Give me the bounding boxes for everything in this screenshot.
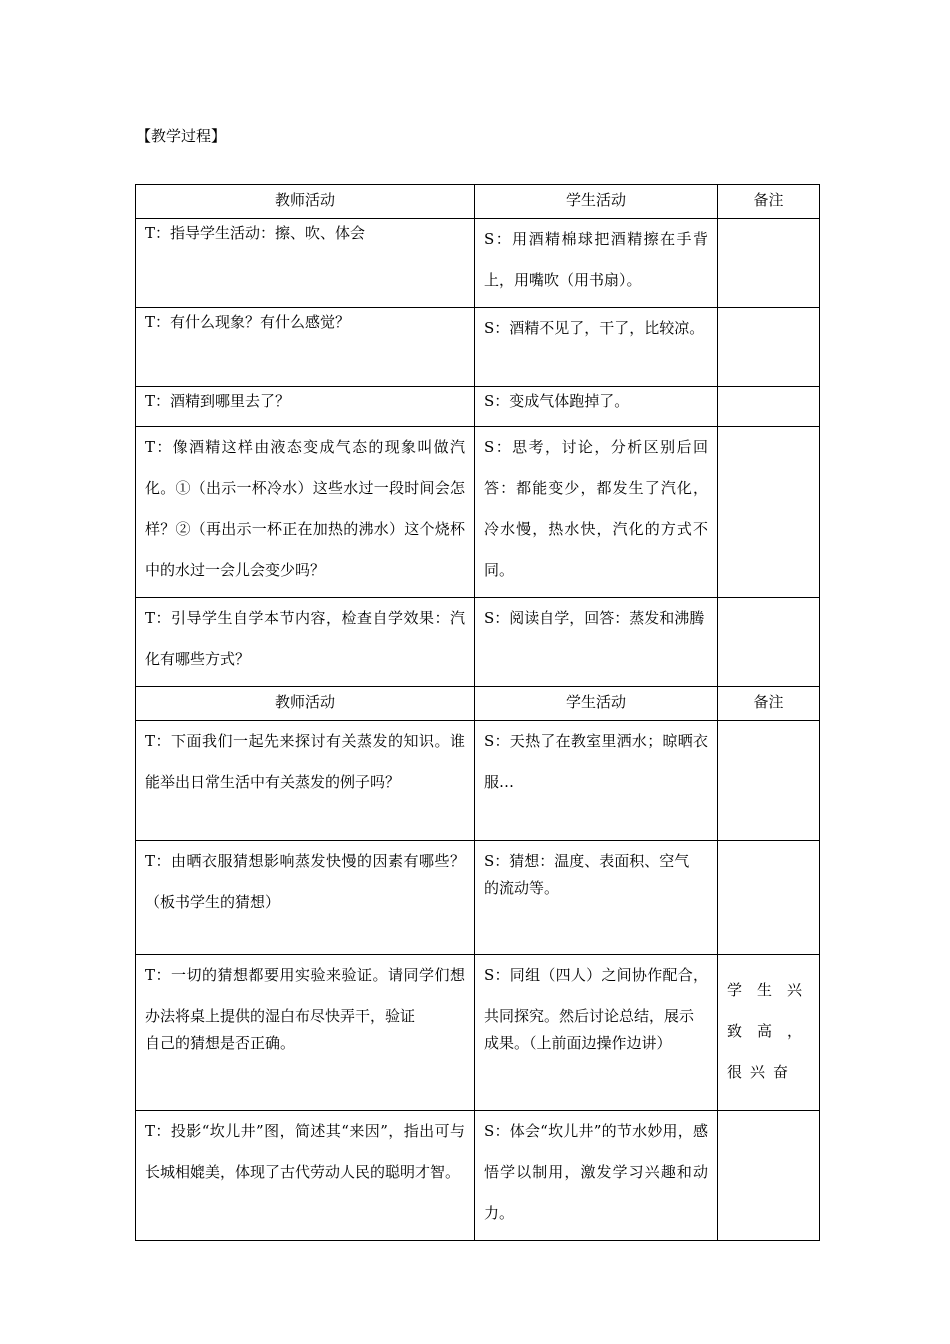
table-row [136, 427, 820, 598]
table-row [136, 598, 820, 687]
student-text-line: S：同组（四人）之间协作配合，共同探究。然后讨论总结，展示 [484, 966, 708, 1025]
table-row [136, 387, 820, 427]
note-cell [718, 841, 820, 955]
note-cell: 学生兴致高，很兴奋 [718, 955, 820, 1111]
table-row [136, 721, 820, 841]
teacher-activity-cell: T：投影“坎儿井”图，简述其“来因”，指出可与长城相媲美，体现了古代劳动人民的聪明才智。 [136, 1111, 475, 1241]
header-student-activity: 学生活动 [475, 185, 718, 219]
student-activity-cell: S：天热了在教室里洒水；晾晒衣服… [475, 721, 718, 841]
table-row [136, 841, 820, 955]
teacher-activity-cell: T：指导学生活动：擦、吹、体会 [136, 219, 475, 308]
student-activity-cell [475, 955, 718, 1111]
teacher-activity-cell [136, 955, 475, 1111]
section-heading: 【教学过程】 [136, 127, 227, 145]
teacher-activity-cell: T：下面我们一起先来探讨有关蒸发的知识。谁能举出日常生活中有关蒸发的例子吗？ [136, 721, 475, 841]
table-row [136, 955, 820, 1111]
student-activity-cell: S：变成气体跑掉了。 [475, 387, 718, 427]
note-cell [718, 308, 820, 387]
note-cell [718, 427, 820, 598]
header-teacher-activity: 教师活动 [136, 185, 475, 219]
teacher-activity-cell: T：像酒精这样由液态变成气态的现象叫做汽化。①（出示一杯冷水）这些水过一段时间会怎样？②（再出示一杯正在加热的沸水）这个烧杯中的水过一会儿会变少吗？ [136, 427, 475, 598]
header-note: 备注 [718, 185, 820, 219]
student-activity-cell: S：体会“坎儿井”的节水妙用，感悟学以制用，激发学习兴趣和动力。 [475, 1111, 718, 1241]
student-activity-cell: S：酒精不见了，干了，比较凉。 [475, 308, 718, 387]
table-header-row [136, 185, 820, 219]
teacher-text-line: T：一切的猜想都要用实验来验证。请同学们想办法将桌上提供的湿白布尽快弄干，验证 [145, 966, 465, 1025]
note-cell [718, 219, 820, 308]
student-activity-cell: S：阅读自学，回答：蒸发和沸腾 [475, 598, 718, 687]
student-text-line: 的流动等。 [484, 879, 560, 897]
note-cell [718, 387, 820, 427]
table-row [136, 308, 820, 387]
note-cell [718, 598, 820, 687]
header-teacher-activity: 教师活动 [136, 687, 475, 721]
teacher-activity-cell: T：有什么现象？有什么感觉？ [136, 308, 475, 387]
teacher-activity-cell: T：引导学生自学本节内容，检查自学效果：汽化有哪些方式？ [136, 598, 475, 687]
student-text-line: 成果。（上前面边操作边讲） [484, 1034, 672, 1052]
student-activity-cell: S：思考，讨论，分析区别后回答：都能变少，都发生了汽化，冷水慢，热水快，汽化的方式不同。 [475, 427, 718, 598]
note-cell [718, 721, 820, 841]
teaching-process-table [135, 184, 820, 1241]
student-text-line: S：猜想：温度、表面积、空气 [484, 852, 690, 870]
teacher-activity-cell: T：酒精到哪里去了？ [136, 387, 475, 427]
table-row [136, 219, 820, 308]
header-student-activity: 学生活动 [475, 687, 718, 721]
teacher-text-line: 自己的猜想是否正确。 [145, 1034, 296, 1052]
note-cell [718, 1111, 820, 1241]
table-header-row [136, 687, 820, 721]
student-activity-cell: S：用酒精棉球把酒精擦在手背上，用嘴吹（用书扇）。 [475, 219, 718, 308]
table-row [136, 1111, 820, 1241]
teacher-activity-cell: T：由晒衣服猜想影响蒸发快慢的因素有哪些？（板书学生的猜想） [136, 841, 475, 955]
student-activity-cell [475, 841, 718, 955]
header-note: 备注 [718, 687, 820, 721]
